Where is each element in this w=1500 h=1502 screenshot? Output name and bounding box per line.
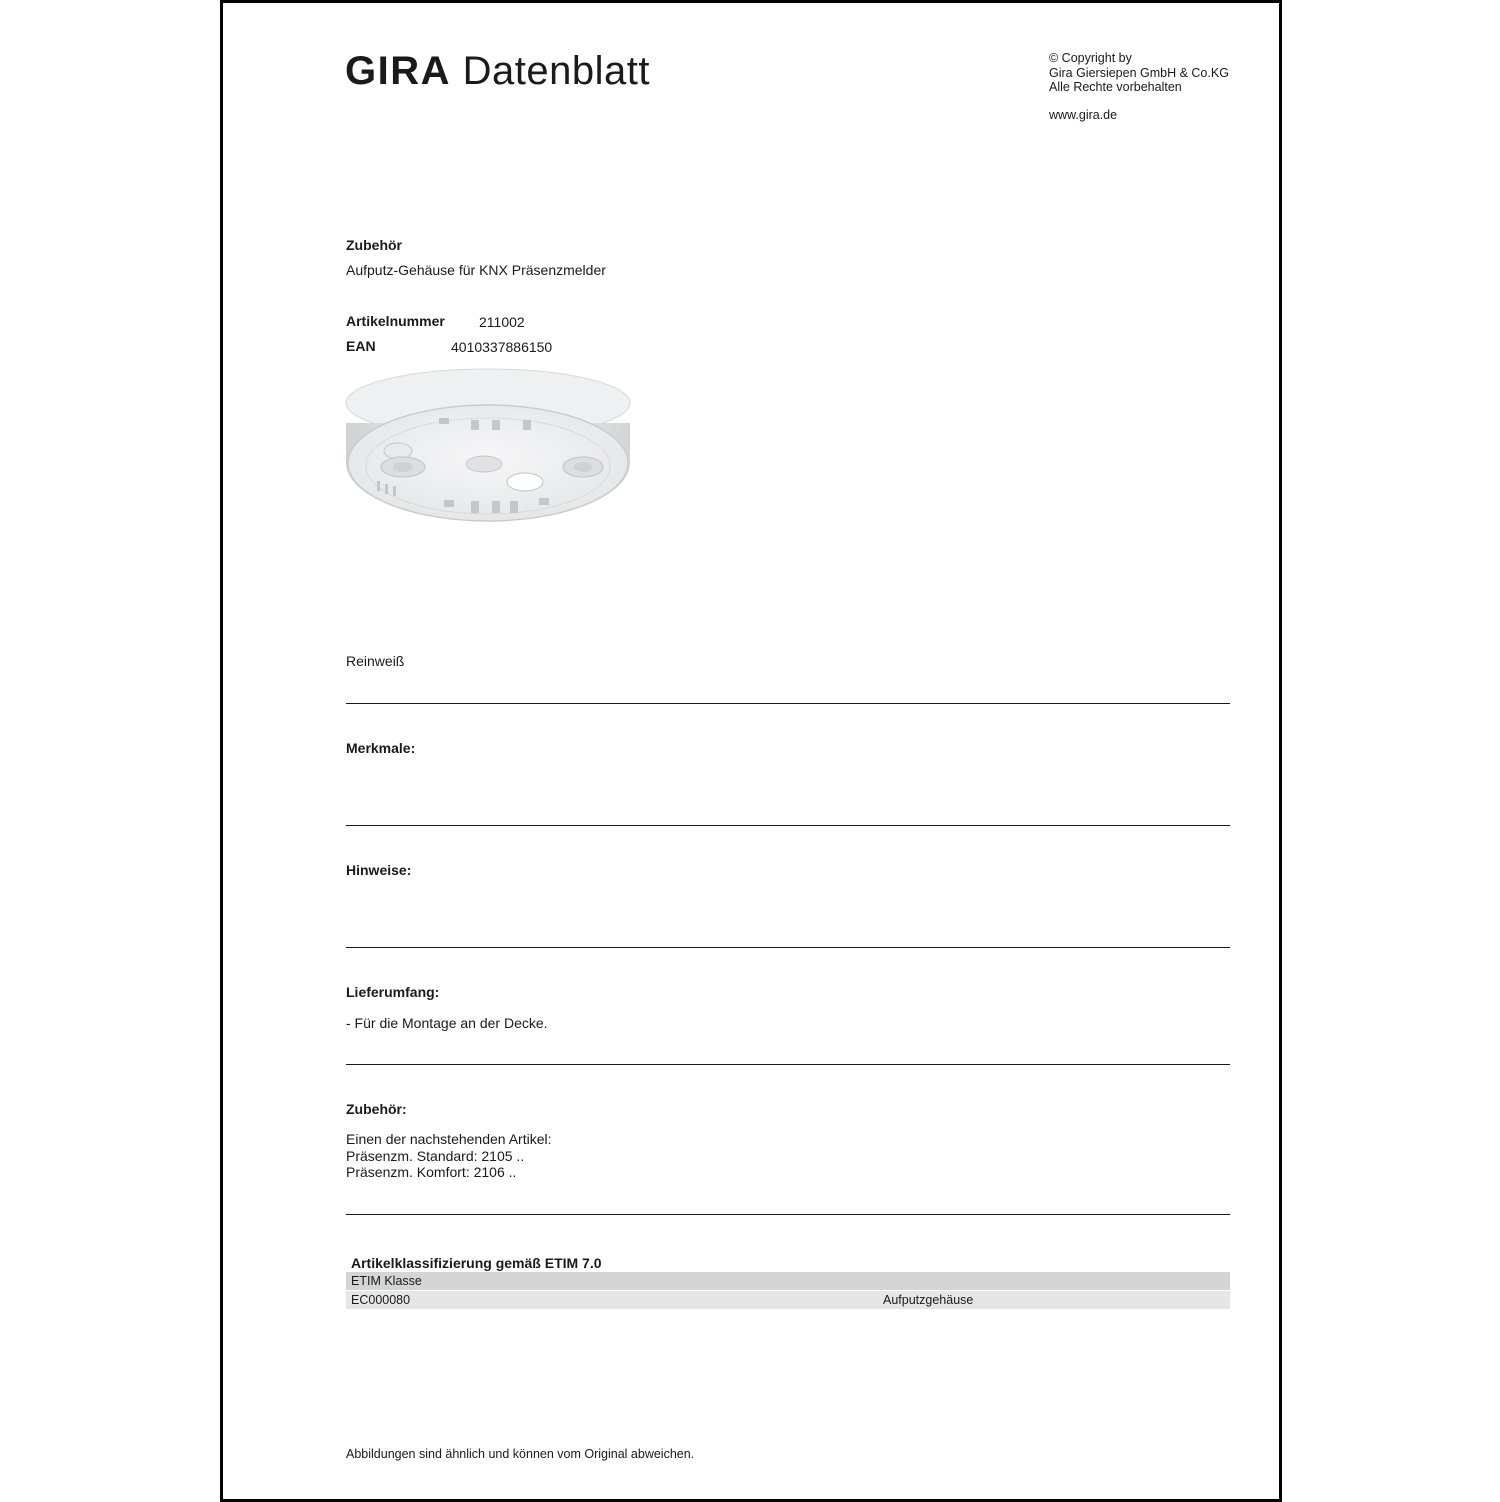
zubehoer-line: Einen der nachstehenden Artikel: [346,1131,552,1147]
ean-label: EAN [346,338,376,354]
article-number-value: 211002 [479,314,525,330]
copyright-line: © Copyright by [1049,51,1132,65]
copyright-line: Gira Giersiepen GmbH & Co.KG [1049,65,1229,80]
etim-class-code: EC000080 [351,1293,411,1307]
section-divider [346,947,1230,948]
etim-classification-table [346,1254,1230,1309]
datasheet-page [220,0,1282,1502]
product-category: Zubehör [346,237,402,253]
etim-data-row [346,1291,1230,1309]
section-divider [346,1214,1230,1215]
lieferumfang-text: - Für die Montage an der Decke. [346,1015,548,1031]
product-name: Aufputz-Gehäuse für KNX Präsenzmelder [346,262,606,278]
color-variant: Reinweiß [346,653,405,669]
lieferumfang-heading: Lieferumfang: [346,984,440,1000]
article-number-label: Artikelnummer [346,313,445,329]
section-divider [346,703,1230,704]
section-divider [346,825,1230,826]
zubehoer-list [346,1131,551,1181]
copyright-line: Alle Rechte vorbehalten [1049,80,1182,94]
brand-name: GIRA [345,49,451,93]
etim-header-row [346,1272,1230,1290]
document-type: Datenblatt [462,49,650,93]
etim-class-description: Aufputzgehäuse [883,1293,974,1307]
merkmale-heading: Merkmale: [346,740,416,756]
zubehoer-heading: Zubehör: [346,1101,407,1117]
zubehoer-line: Präsenzm. Komfort: 2106 .. [346,1164,517,1180]
etim-table-title: Artikelklassifizierung gemäß ETIM 7.0 [351,1255,602,1271]
section-divider [346,1064,1230,1065]
gira-logo [345,49,650,94]
zubehoer-line: Präsenzm. Standard: 2105 .. [346,1147,525,1164]
copyright-block [1049,51,1229,95]
website-link[interactable]: www.gira.de [1049,108,1118,122]
product-image [343,363,633,533]
ean-value: 4010337886150 [451,339,553,355]
footer-disclaimer: Abbildungen sind ähnlich und können vom Original abweichen. [346,1447,695,1461]
hinweise-heading: Hinweise: [346,862,412,878]
etim-header-cell: ETIM Klasse [351,1274,422,1288]
